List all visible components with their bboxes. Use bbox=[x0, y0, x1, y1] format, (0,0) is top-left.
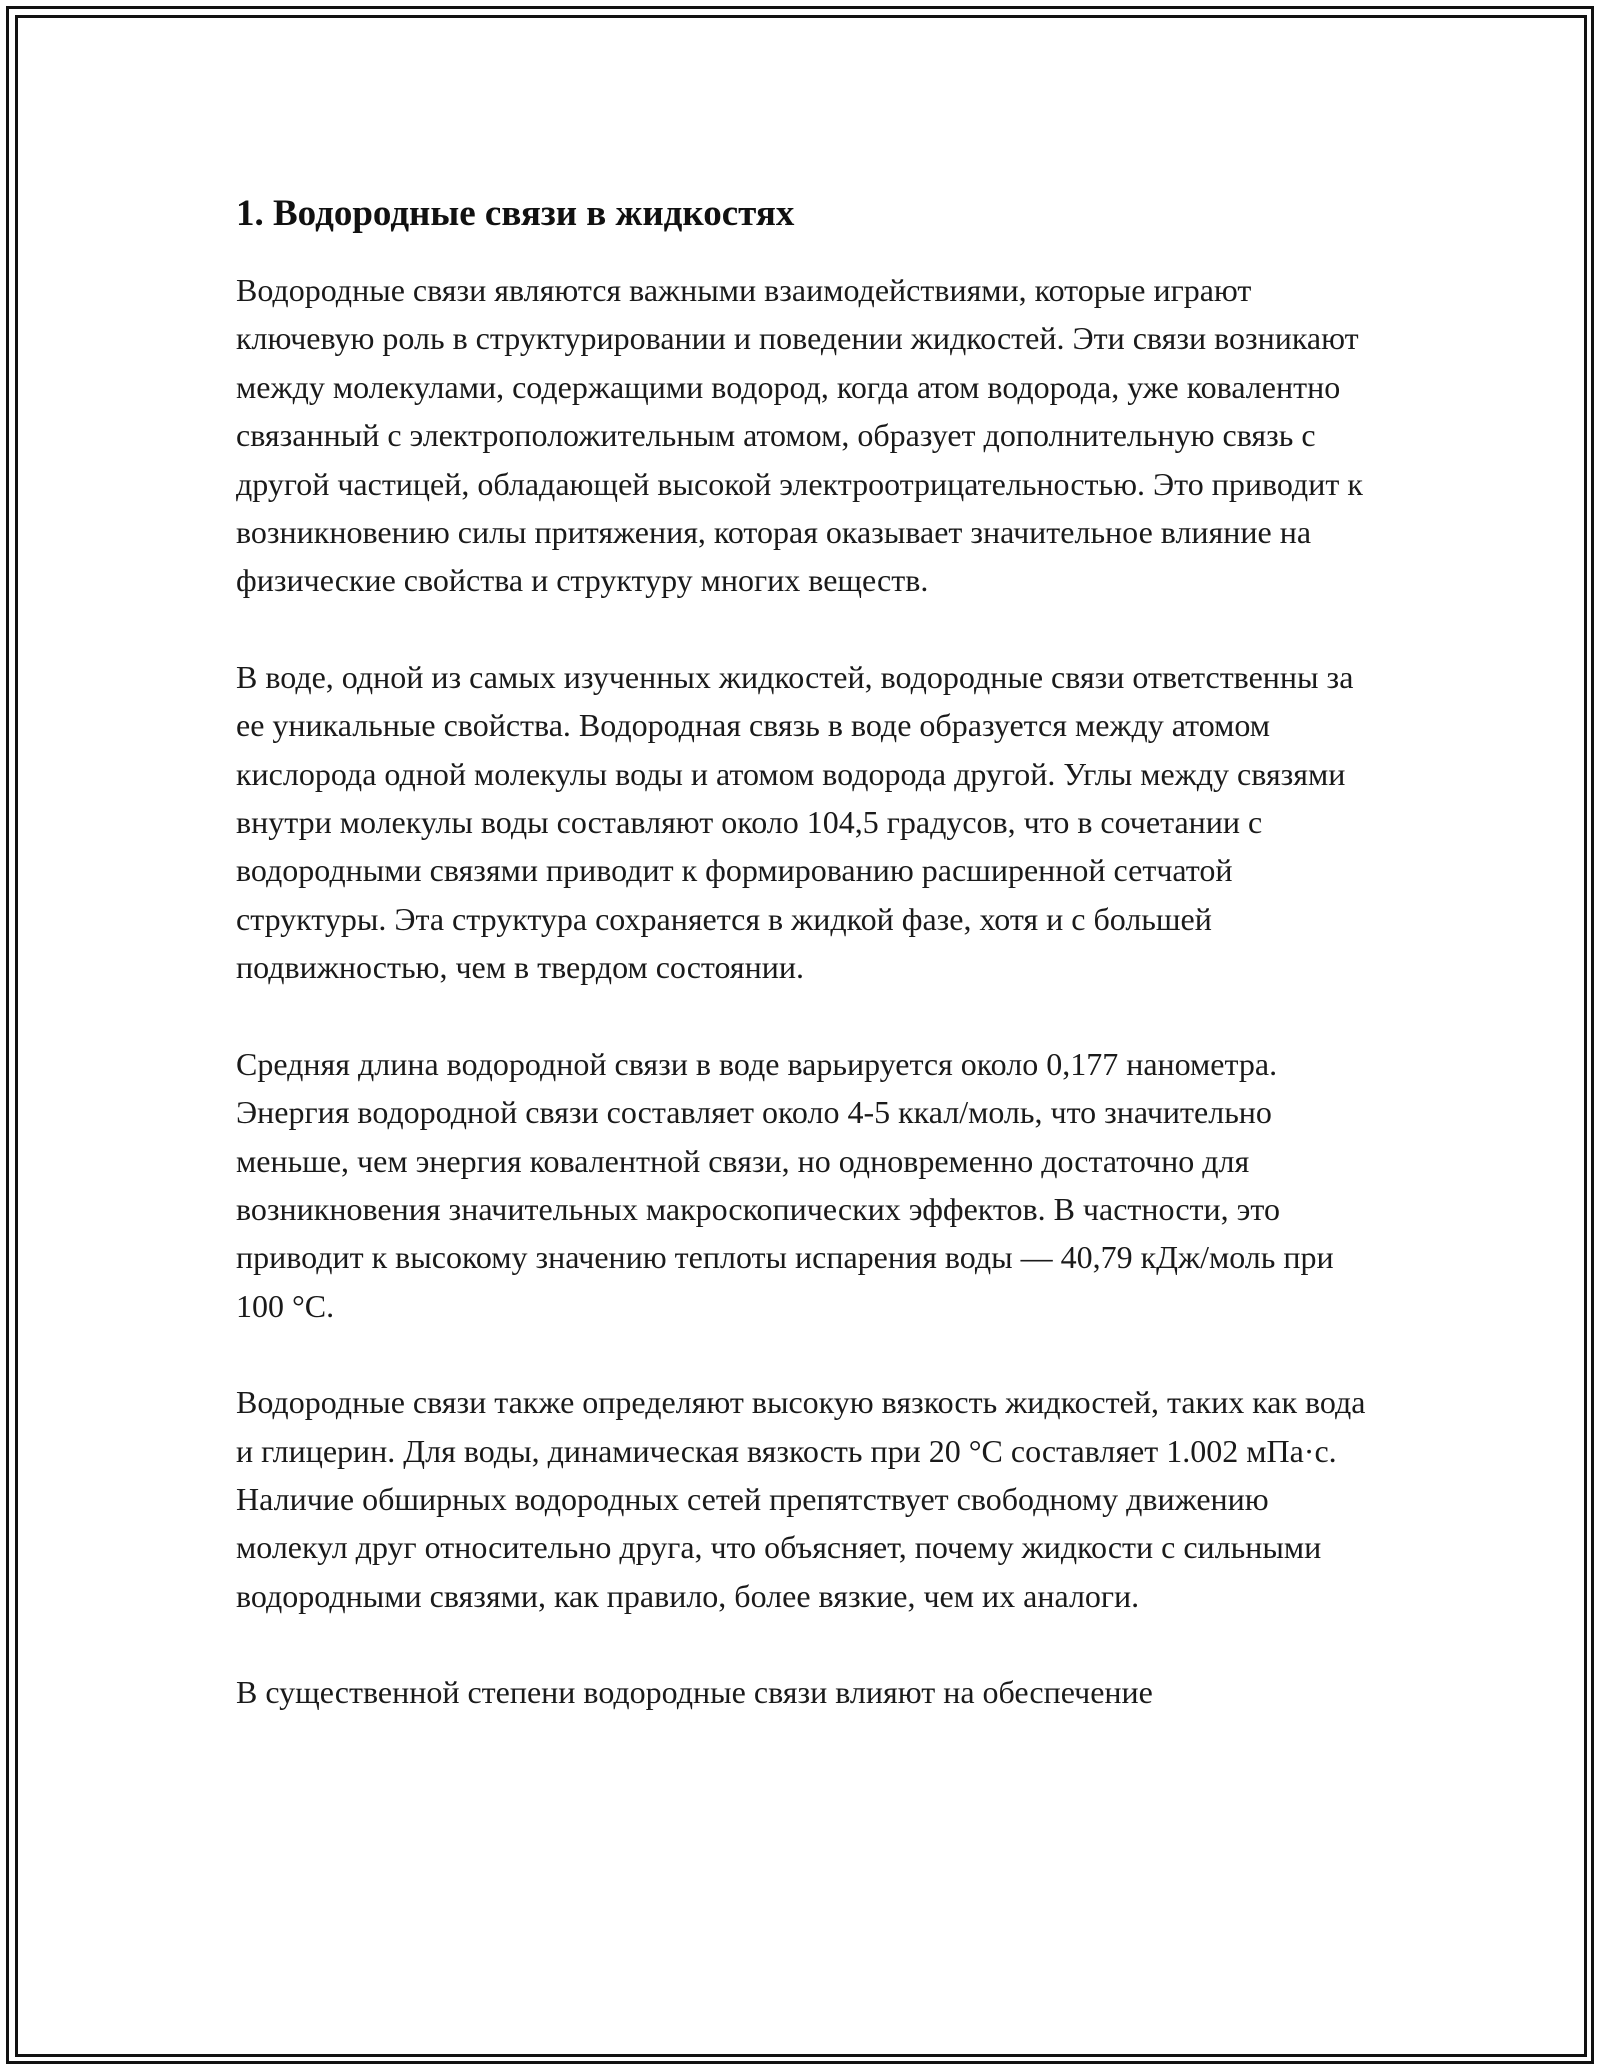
paragraph-2: В воде, одной из самых изученных жидкостей, водородные связи ответственны за ее уникальные свойства. Водородная связь в воде образуется между атомом кислорода одной молекулы воды и атомом водорода другой. Углы между связями внутри молекулы воды составляют около 104,5 градусов, что в сочетании с водородными связями приводит к формированию расширенной сетчатой структуры. Эта структура сохраняется в жидкой фазе, хотя и с большей подвижностью, чем в твердом состоянии. bbox=[236, 658, 1354, 986]
section-heading: 1. Водородные связи в жидкостях bbox=[236, 193, 795, 234]
document-body bbox=[236, 186, 1366, 1717]
paragraph-4: Водородные связи также определяют высокую вязкость жидкостей, таких как вода и глицерин. Для воды, динамическая вязкость при 20 °C составляет 1.002 мПа·с. Наличие обширных водородных сетей препятствует свободному движению молекул друг относительно друга, что объясняет, почему жидкости с сильными водородными связями, как правило, более вязкие, чем их аналоги. bbox=[236, 1384, 1366, 1614]
paragraph-1: Водородные связи являются важными взаимодействиями, которые играют ключевую роль в структурировании и поведении жидкостей. Эти связи возникают между молекулами, содержащими водород, когда атом водорода, уже ковалентно связанный с электроположительным атомом, образует дополнительную связь с другой частицей, обладающей высокой электроотрицательностью. Это приводит к возникновению силы притяжения, которая оказывает значительное влияние на физические свойства и структуру многих веществ. bbox=[236, 272, 1363, 599]
paragraph-3: Средняя длина водородной связи в воде варьируется около 0,177 нанометра. Энергия водородной связи составляет около 4-5 ккал/моль, что значительно меньше, чем энергия ковалентной связи, но одновременно достаточно для возникновения значительных макроскопических эффектов. В частности, это приводит к высокому значению теплоты испарения воды — 40,79 кДж/моль при 100 °C. bbox=[236, 1045, 1334, 1324]
paragraph-5: В существенной степени водородные связи влияют на обеспечение bbox=[236, 1674, 1153, 1711]
